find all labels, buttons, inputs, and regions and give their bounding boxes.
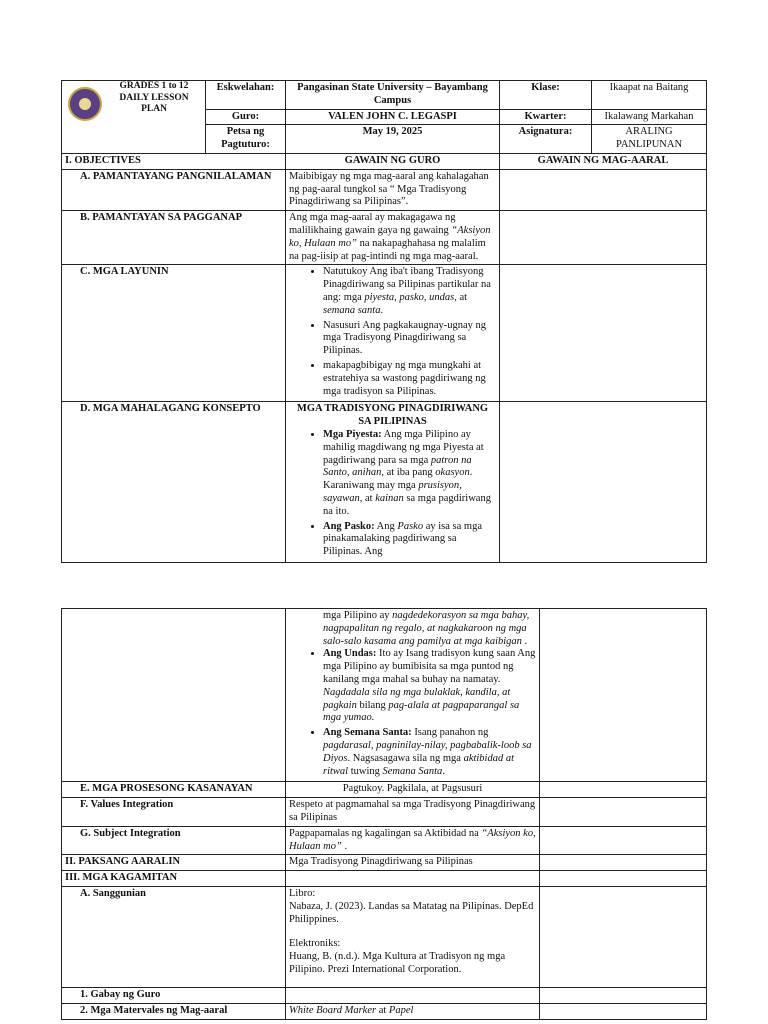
subject-integration-text: Pagpapamalas ng kagalingan sa Aktibidad na “Aksiyon ko, Hulaan mo” . [286,826,540,855]
class-label: Klase: [500,81,592,110]
school-value: Pangasinan State University – Bayambang Campus [286,81,500,110]
objectives-list [289,266,496,398]
performance-standard-student [500,211,707,265]
teacher-label: Guro: [206,109,286,125]
subject-value: ARALING PANLIPUNAN [592,125,707,154]
references-student [540,886,707,987]
school-label: Eskwelahan: [206,81,286,110]
materials-text [286,871,540,887]
concepts-list-continued [289,648,536,778]
concepts-continued-cell [286,609,540,782]
date-label: Petsa ng Pagtuturo: [206,125,286,154]
topic-text: Mga Tradisyong Pinagdiriwang sa Pilipinas [286,855,540,871]
list-item: • makapagbibigay ng mga mungkahi at estratehiya sa wastong pagdiriwang ng mga tradisyon sa Pilipinas. [323,360,496,398]
list-item: • Nasusuri Ang pagkakaugnay-ugnay ng mga Tradisyong Pinagdiriwang sa Pilipinas. [323,320,496,358]
lesson-plan-table-page1 [61,80,707,563]
subject-label: Asignatura: [500,125,592,154]
teacher-column-heading: GAWAIN NG GURO [286,153,500,169]
quarter-value: Ikalawang Markahan [592,109,707,125]
key-concepts-label: D. MGA MAHALAGANG KONSEPTO [62,402,286,563]
list-item: • Ang Pasko: Ang Pasko ay isa sa mga pinakamalaking pagdiriwang sa Pilipinas. Ang [323,521,496,559]
key-concepts-student [500,402,707,563]
content-standard-student [500,169,707,210]
list-item: • Ang Semana Santa: Isang panahon ng pagdarasal, pagninilay-nilay, pagbabalik-loob sa Diyos. Nagsasagawa sila ng mga aktibidad at ritwal tuwing Semana Santa. [323,727,536,778]
content-standard-text: Maibibigay ng mga mag-aaral ang kahalagahan ng pag-aaral tungkol sa “ Mga Tradisyong Pinagdiriwang sa Pilipinas”. [286,169,500,210]
list-item: • Natutukoy Ang iba't ibang Tradisyong Pinagdiriwang sa Pilipinas partikular na ang: mga piyesta, pasko, undas, at semana santa. [323,266,496,317]
teacher-guide-text [286,987,540,1003]
header-title: GRADES 1 to 12 DAILY LESSON PLAN [119,81,189,115]
teacher-value: VALEN JOHN C. LEGASPI [286,109,500,125]
objectives-heading: I. OBJECTIVES [62,153,286,169]
class-value: Ikaapat na Baitang [592,81,707,110]
teacher-guide-label: 1. Gabay ng Guro [62,987,286,1003]
objectives-student [500,265,707,402]
objectives-list-cell [286,265,500,402]
process-skills-student [540,782,707,798]
objectives-label: C. MGA LAYUNIN [62,265,286,402]
topic-label: II. PAKSANG AARALIN [62,855,286,871]
performance-standard-text: Ang mga mag-aaral ay makagagawa ng malilikhaing gawain gaya ng gawaing “Aksiyon ko, Hulaan mo” na nakapaghahasa ng malalim na pag-iisip at pag-intindi ng mga mag-aaral. [286,211,500,265]
materials-label: III. MGA KAGAMITAN [62,871,286,887]
header-logo-cell [62,81,206,154]
process-skills-text: Pagtukoy. Pagkilala, at Pagsusuri [286,782,540,798]
values-integration-text: Respeto at pagmamahal sa mga Tradisyong Pinagdiriwang sa Pilipinas [286,798,540,827]
subject-integration-student [540,826,707,855]
process-skills-label: E. MGA PROSESONG KASANAYAN [62,782,286,798]
pasko-continued: mga Pilipino ay nagdedekorasyon sa mga bahay, nagpapalitan ng regalo, at nagkakaroon ng mga salo-salo kasama ang pamilya at mga kaibigan . [323,610,530,647]
references-label: A. Sanggunian [62,886,286,987]
key-concepts-cell [286,402,500,563]
student-materials-text: White Board Marker at Papel [286,1003,540,1019]
key-concepts-list [289,429,496,559]
book-reference: Nabaza, J. (2023). Landas sa Matatag na Pilipinas. DepEd Philippines. [289,900,534,925]
concepts-continued-student [540,609,707,782]
student-column-heading: GAWAIN NG MAG-AARAL [500,153,707,169]
quarter-label: Kwarter: [500,109,592,125]
topic-student [540,855,707,871]
list-item: • Mga Piyesta: Ang mga Pilipino ay mahilig magdiwang ng mga Piyesta at pagdiriwang para sa mga patron na Santo, anihan, at iba pang okasyon. Karaniwang may mga prusisyon, sayawan, at kainan sa mga pagdiriwang na ito. [323,429,496,519]
student-materials-label: 2. Mga Matervales ng Mag-aaral [62,1003,286,1019]
values-integration-label: F. Values Integration [62,798,286,827]
book-heading: Libro: [289,887,316,899]
content-standard-label: A. PAMANTAYANG PANGNILALAMAN [62,169,286,210]
electronic-heading: Elektroniks: [289,938,341,950]
date-value: May 19, 2025 [286,125,500,154]
teacher-guide-student [540,987,707,1003]
performance-standard-label: B. PAMANTAYAN SA PAGGANAP [62,211,286,265]
deped-seal-icon [68,87,102,121]
values-integration-student [540,798,707,827]
subject-integration-label: G. Subject Integration [62,826,286,855]
key-concepts-heading: MGA TRADISYONG PINAGDIRIWANG SA PILIPINAS [296,403,489,428]
materials-student [540,871,707,887]
student-materials-student [540,1003,707,1019]
electronic-reference: Huang, B. (n.d.). Mga Kultura at Tradisyon ng mga Pilipino. Prezi International Corporation. [289,951,506,975]
concepts-continued-label [62,609,286,782]
references-text [286,886,540,987]
lesson-plan-table-page2 [61,608,707,1020]
list-item: • Ang Undas: Ito ay Isang tradisyon kung saan Ang mga Pilipino ay bumibisita sa mga puntod ng kanilang mga mahal sa buhay na namatay. Nagdadala sila ng mga bulaklak, kandila, at pagkain bilang pag-alala at pagpaparangal sa mga yumao. [323,648,536,725]
